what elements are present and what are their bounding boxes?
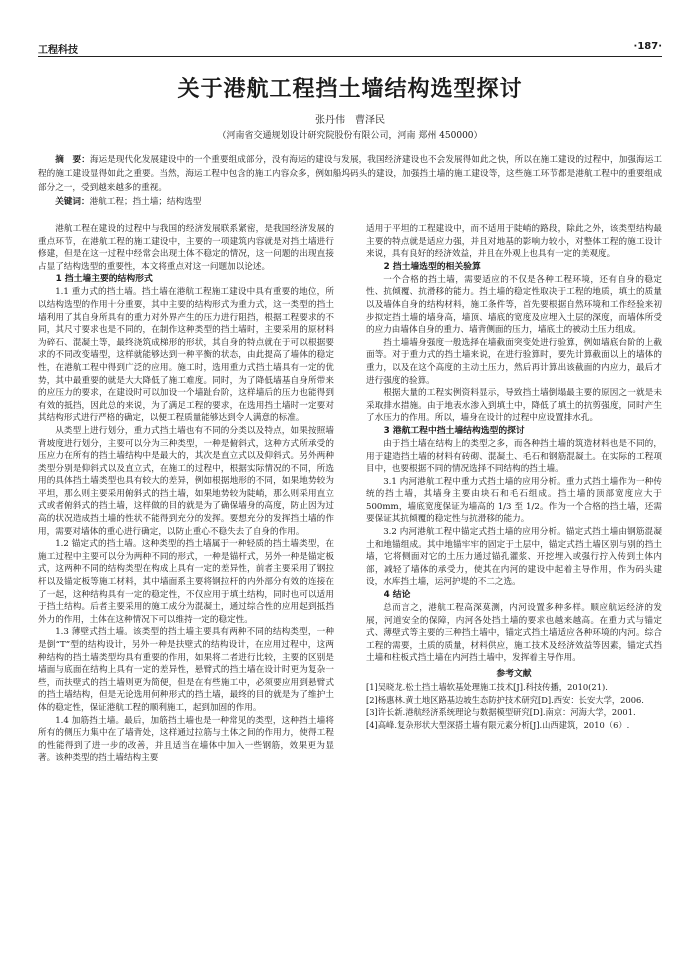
authors: 张丹伟 曹泽民 (315, 115, 385, 126)
paragraph: 挡土墙墙身强度一般选择在墙截面突变处进行验算，例如墙底台阶的上截面等。对于重力式的挡土墙来说，在进行验算时，要先计算截面以上的墙体的重力，以及在这个高度的主动土压力，然后再计算出该截面的内应力，最后才进行强度的验算。 (366, 337, 662, 386)
reference-item: [4]高峰.复杂形状大型深搭土墙有限元素分析[J].山西建筑，2010（6）. (366, 719, 630, 730)
paper-title: 关于港航工程挡土墙结构选型探讨 (177, 77, 523, 102)
paragraph-continued: 适用于平坦的工程建设中，而不适用于陡峭的路段，除此之外，该类型结构最主要的特点就是适应力强，并且对地基的影响力较小，对整体工程的施工设计来说，具有良好的经济效益，并且在外观上也具有一定的美观度。 (366, 224, 662, 260)
journal-section: 工程科技 (38, 45, 78, 56)
paragraph: 3.2 内河港航工程中锚定式挡土墙的应用分析。锚定式挡土墙由钢筋混凝土和地锚组成。其中地锚牢牢的固定于土层中，锚定式挡土墙区别与别的挡土墙，它将侧面对它的土压力通过锚孔灌浆、开挖埋入或强行拧入传到土体内部，减轻了墙体的承受力，使其在内河的建设中起着主导作用，作为码头建设，水库挡土墙，运河护堤的不二之选。 (366, 527, 662, 588)
left-column (38, 223, 334, 765)
paragraph: 从类型上进行划分，重力式挡土墙也有不同的分类以及特点，如果按照墙背坡度进行划分，主要可以分为三种类型，一种是俯斜式，这种方式所承受的压应力在所有的挡土墙结构中是最大的，其次是直立式以及仰斜式。另外两种类型分别是仰斜式以及直立式，在施工的过程中，根据实际情况的不同，所选用的具体挡土墙类型也具有较大的差异，例如根据地形的不同，如果地势较为平坦，那么则主要采用俯斜式的挡土墙，如果地势较为陡峭，那么则采用直立式或者俯斜式的挡土墙，这样做的目的就是为了确保墙身的高度，防止因为过高的状况造成挡土墙的性状不能得到充分的发挥。要想充分的发挥挡土墙的作用，需要对墙体的重心进行确定，以防止重心不稳失去了自身的作用。 (38, 425, 334, 537)
paragraph: 1.1 重力式的挡土墙。挡土墙在港航工程施工建设中具有重要的地位，所以结构选型的作用十分重要，其中主要的结构形式为重力式，这一类型的挡土墙利用了其自身所具有的重力对外界产生的压力进行阻挡，根据工程要求的不同，其尺寸要求也是不同的，在制作这种类型的挡土墙时，主要采用的原材料为碎石、混凝土等，最终浇筑成梯形的形状，其自身的特点就在于可以根据要求的不同改变墙型，这样就能够达到一种平衡的状态，由此提高了墙体的稳定性，在港航工程中得到广泛的应用。施工时，选用重力式挡土墙具有一定的优势，其中最重要的就是大大降低了施工难度。同时，为了降低墙基自身所带来的应压力的要求，在建设时可以加设一个墙趾台阶，这样墙后的压力也能得到有效的抵挡，因此总的来说，为了满足工程的要求，在选用挡土墙时一定要对其结构形式进行严格的确定，以便工程质量能够达到令人满意的标准。 (38, 287, 334, 424)
keywords-label: 关键词： (55, 197, 90, 207)
affiliation: （河南省交通规划设计研究院股份有限公司，河南 郑州 450000） (217, 131, 483, 141)
abstract-block (38, 153, 662, 209)
section-heading-1: 1 挡土墙主要的结构形式 (55, 274, 153, 285)
paragraph: 1.2 锚定式的挡土墙。这种类型的挡土墙属于一种轻质的挡土墙类型，在施工过程中主要可以分为两种不同的形式，一种是锚杆式，另外一种是锚定板式，这两种不同的结构类型在构成上具有一定的差异性，前者主要采用了钢拉杆以及锚定板等施工材料，其中墙面系主要将钢拉杆的内外部分有效的连接在了一起，这种结构具有一定的稳定性，不仅应用于填土结构，同时也可以适用于挡土结构。后者主要采用的施工成分为混凝土，通过综合性的应用起到抵挡外力的作用，土体在这种情况下可以维持一定的稳定性。 (38, 539, 334, 625)
section-heading-3: 3 港航工程中挡土墙结构选型的探讨 (383, 425, 525, 436)
paragraph: 1.3 薄壁式挡土墙。该类型的挡土墙主要具有两种不同的结构类型，一种是倒“T”型的结构设计，另外一种是扶壁式的结构设计，在应用过程中，这两种结构的挡土墙类型均具有重要的作用，如果将二者进行比较，主要的区别是墙面与底面在结构上具有一定的差异性，悬臂式的挡土墙在设计时更为复杂一些，而扶壁式的挡土墙则更为简便，但是在有些施工中，必须要应用到悬臂式的挡土墙结构，但是无论选用何种形式的挡土墙，最终的目的就是为了维护土体的稳定性，保证港航工程的顺利施工，起到加固的作用。 (38, 627, 334, 713)
reference-item: [2]杨惠林.黄土地区路基边坡生态防护技术研究[D].西安：长安大学，2006. (366, 694, 644, 705)
keywords-text: 港航工程；挡土墙；结构选型 (89, 197, 202, 207)
paragraph: 1.4 加筋挡土墙。最后，加筋挡土墙也是一种常见的类型，这种挡土墙将所有的侧压力集中在了墙背处，这样通过拉筋与土体之间的作用力，使得工程的性能得到了进一步的改善，并且适当在墙体中加入一些钢筋，效果更为显著。该种类型的挡土墙结构主要 (38, 715, 334, 764)
keywords (38, 195, 662, 209)
running-header (38, 41, 662, 55)
paragraph: 由于挡土墙在结构上的类型之多，而各种挡土墙的筑造材料也是不同的，用于建造挡土墙的材料有砖砌、混凝土、毛石和钢筋混凝土。在实际的工程项目中，也要根据不同的情况选择不同结构的挡土墙。 (366, 438, 662, 475)
right-column (366, 223, 662, 731)
section-heading-2: 2 挡土墙选型的相关验算 (383, 261, 481, 272)
section-heading-4: 4 结论 (383, 590, 411, 601)
intro-paragraph: 港航工程在建设的过程中与我国的经济发展联系紧密，是我国经济发展的重点环节，在港航工程的施工建设中，主要的一项建筑内容就是对挡土墙进行修建，但是在这一过程中经常会出现土体不稳定的情况，这一问题的出现直接占显了结构选型的重要性，本文将重点对这一问题加以论述。 (38, 224, 334, 272)
page-number: ·187· (633, 41, 662, 52)
paragraph: 一个合格的挡土墙，需要适应的不仅是各种工程环境，还有自身的稳定性、抗倾覆、抗滑移的能力。挡土墙的稳定性取决于工程的地质，填土的质量以及墙体自身的结构材料，施工条件等，首先要根据自然环境和工作经验来初步拟定挡土墙的墙身高，墙顶、墙底的宽度及应埋入土层的深度，而墙体所受的应力由墙体自身的重力、墙背侧面的压力，墙底土的被动土压力组成。 (366, 274, 662, 336)
abstract-label: 摘 要： (55, 155, 90, 165)
header-rule (38, 56, 662, 57)
paragraph: 根据大量的工程实例资料显示，导致挡土墙倒塌最主要的原因之一就是未采取排水措施。由于地表水渗入到填土中，降低了填土的抗剪强度，同时产生了水压力的作用。所以，墙身在设计的过程中应设置排水孔。 (366, 388, 662, 424)
paragraph: 总而言之，港航工程高深莫测，内河设置多种多样。顺应航运经济的发展，河道安全的保障，内河各处挡土墙的要求也越来越高。在重力式与锚定式、薄壁式等主要的三种挡土墙中，锚定式挡土墙适应各种环境的内河。综合工程的需要，土质的质量，材料供应，施工技术及经济效益等因素，锚定式挡土墙和柱板式挡土墙在内河挡土墙中，发挥着主导作用。 (366, 603, 662, 664)
paragraph: 3.1 内河港航工程中重力式挡土墙的应用分析。重力式挡土墙作为一种传统的挡土墙，其墙身主要由块石和毛石组成。挡土墙的顶部宽度应大于 500mm，墙底宽度保证为墙高的 1/3 至 1/2。作为一个合格的挡土墙，还需要保证其抗倾覆的稳定性与抗滑移的能力。 (366, 476, 662, 525)
reference-item: [3]许长新.港航经济系统理论与数据模型研究[D].南京：河海大学，2001. (366, 707, 636, 718)
references-title: 参考文献 (496, 669, 532, 679)
abstract-text: 海运是现代化发展建设中的一个重要组成部分，没有海运的建设与发展，我国经济建设也不会发展得如此之快，所以在施工建设的过程中，加强海运工程的施工建设显得如此之重要。当然，海运工程中包含的施工内容众多，例如船坞码头的建设，加强挡土墙的施工建设等，这些施工环节都是港航工程中的重要组成部分之一，受到越来越多的重视。 (38, 155, 662, 193)
abstract (38, 153, 662, 195)
reference-item: [1]吴晓龙.松土挡土墙软基处理施工技术[J].科技传播，2010(21). (366, 682, 608, 692)
